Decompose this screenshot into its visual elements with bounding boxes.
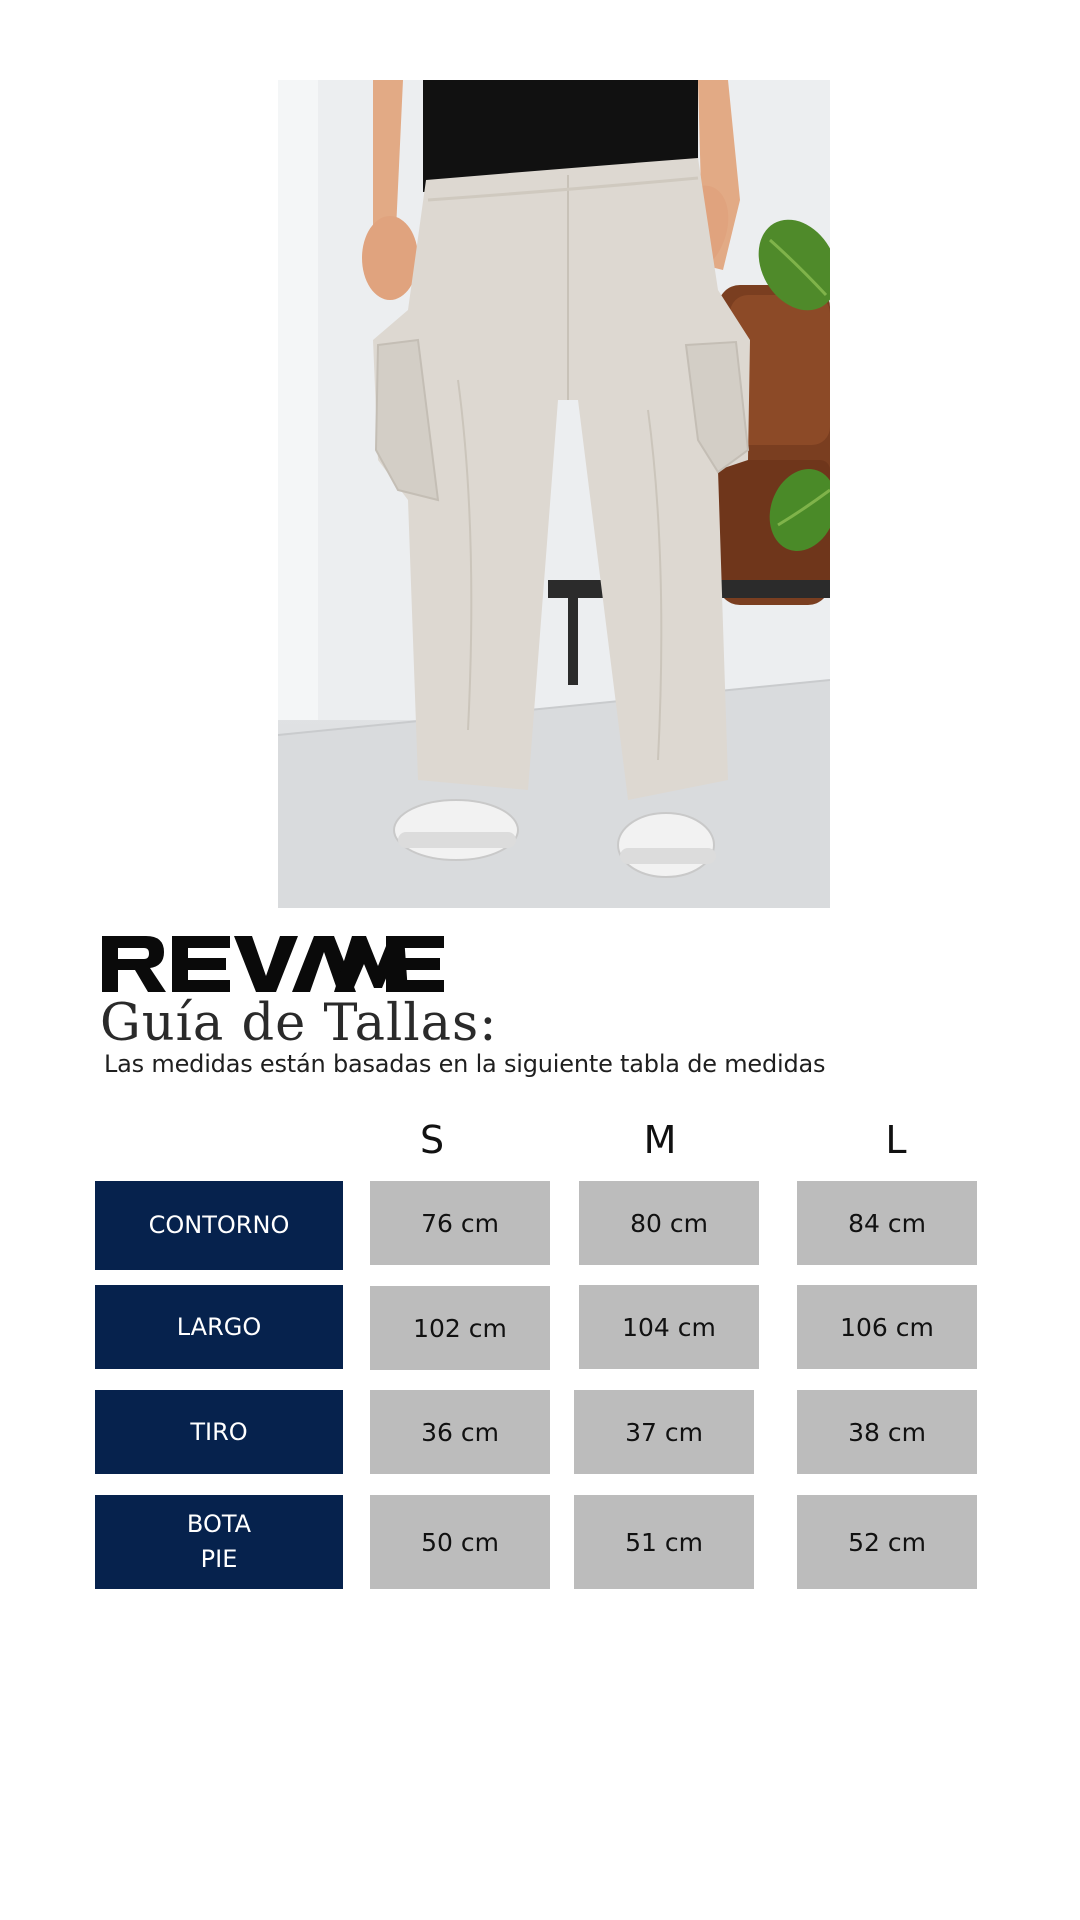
cell-largo-l: 106 cm <box>797 1285 977 1369</box>
row-label-largo: LARGO <box>95 1285 343 1369</box>
cell-bota-pie-l: 52 cm <box>797 1495 977 1589</box>
size-header-l: L <box>885 1118 907 1162</box>
guide-title: Guía de Tallas: <box>100 994 498 1053</box>
cell-largo-s: 102 cm <box>370 1286 550 1370</box>
row-label-contorno: CONTORNO <box>95 1181 343 1270</box>
brand-logo <box>102 936 444 992</box>
cell-tiro-s: 36 cm <box>370 1390 550 1474</box>
cell-tiro-m: 37 cm <box>574 1390 754 1474</box>
row-label-tiro: TIRO <box>95 1390 343 1474</box>
size-header-s: S <box>419 1118 445 1162</box>
cell-contorno-s: 76 cm <box>370 1181 550 1265</box>
cell-contorno-l: 84 cm <box>797 1181 977 1265</box>
cell-bota-pie-m: 51 cm <box>574 1495 754 1589</box>
product-photo <box>278 80 830 908</box>
cell-tiro-l: 38 cm <box>797 1390 977 1474</box>
cell-contorno-m: 80 cm <box>579 1181 759 1265</box>
cell-largo-m: 104 cm <box>579 1285 759 1369</box>
size-header-m: M <box>643 1118 677 1162</box>
brand-logo-text <box>102 992 103 993</box>
cell-bota-pie-s: 50 cm <box>370 1495 550 1589</box>
row-label-bota-pie: BOTA PIE <box>95 1495 343 1589</box>
guide-subtitle: Las medidas están basadas en la siguiente tabla de medidas <box>104 1050 826 1078</box>
